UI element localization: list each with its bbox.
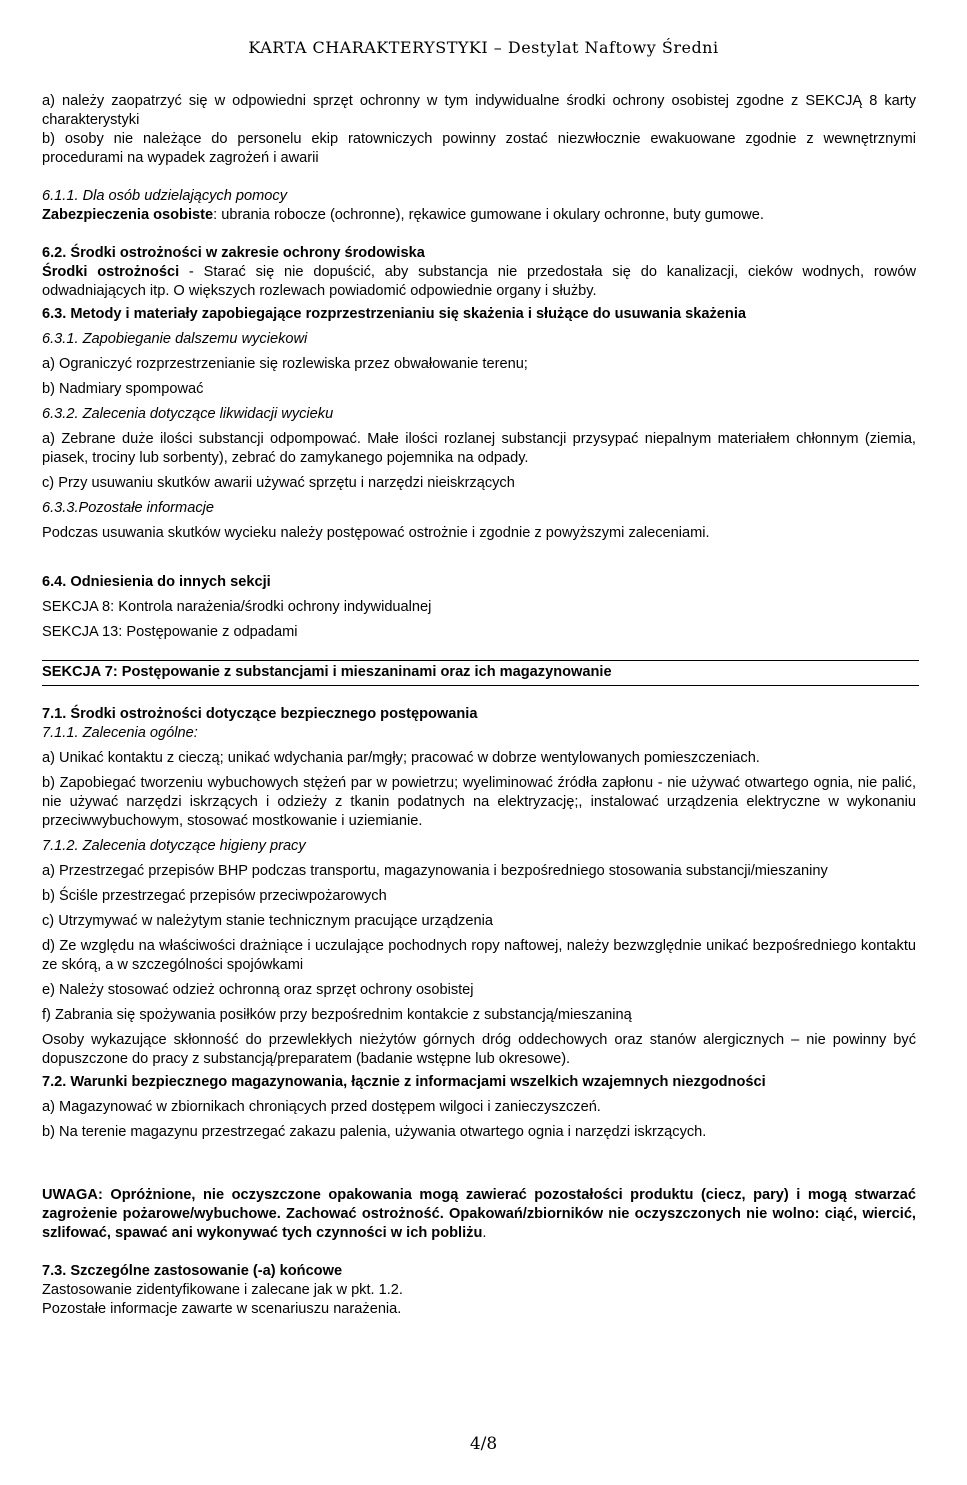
warning-label: UWAGA [42,1187,98,1203]
s7-3-line-2: Pozostałe informacje zawarte w scenariuszu narażenia. [42,1301,402,1317]
environment-precautions [42,263,916,301]
subheading-7-1-1: 7.1.1. Zalecenia ogólne: [42,725,198,741]
reference-section-8: SEKCJA 8: Kontrola narażenia/środki ochrony indywidualnej [42,599,432,615]
warning-text: : Opróżnione, nie oczyszczone opakowania mogą zawierać pozostałości produktu (ciecz, pary) i mogą stwarzać zagrożenie pożarowe/wybuchowe. Zachować ostrożność. Opakowań/zbiorników nie oczyszczonych nie wolno: ciąć, wiercić, szlifować, spawać ani wykonywać tych czynności w ich pobliżu [42,1187,916,1241]
personal-protection [42,206,916,225]
s6-3-3-text: Podczas usuwania skutków wycieku należy postępować ostrożnie i zgodnie z powyższymi zaleceniami. [42,525,710,541]
s6-3-1-item-a: a) Ograniczyć rozprzestrzenianie się rozlewiska przez obwałowanie terenu; [42,356,528,372]
personal-protection-label: Zabezpieczenia osobiste [42,207,214,223]
subheading-6-3-2: 6.3.2. Zalecenia dotyczące likwidacji wycieku [42,406,334,422]
environment-precautions-text: - Starać się nie dopuścić, aby substancja nie przedostała się do kanalizacji, cieków wodnych, rowów odwadniających itp. O większych rozlewach powiadomić odpowiednie organy i służby. [42,264,916,299]
warning-paragraph [42,1186,916,1243]
page-number: 4/8 [469,1434,498,1454]
s6-1-item-b: b) osoby nie należące do personelu ekip ratowniczych powinny zostać niezwłocznie ewakuowane zgodnie z wewnętrznymi procedurami na wypadek zagrożeń i awarii [42,131,916,166]
s7-2-item-b: b) Na terenie magazynu przestrzegać zakazu palenia, używania otwartego ognia i narzędzi iskrzących. [42,1124,707,1140]
s7-1-2-item-a: a) Przestrzegać przepisów BHP podczas transportu, magazynowania i bezpośredniego stosowania substancji/mieszaniny [42,863,828,879]
document-body [42,92,916,1319]
heading-7-2: 7.2. Warunki bezpiecznego magazynowania, łącznie z informacjami wszelkich wzajemnych niezgodności [42,1074,766,1090]
s7-1-2-item-d: d) Ze względu na właściwości drażniące i uczulające pochodnych ropy naftowej, należy bezwzględnie unikać bezpośredniego kontaktu ze skórą, a w szczególności spojówkami [42,938,916,973]
subheading-6-3-1: 6.3.1. Zapobieganie dalszemu wyciekowi [42,331,308,347]
page-header: KARTA CHARAKTERYSTYKI – Destylat Naftowy Średni [248,38,719,57]
subheading-7-1-2: 7.1.2. Zalecenia dotyczące higieny pracy [42,838,306,854]
s7-1-2-item-c: c) Utrzymywać w należytym stanie technicznym pracujące urządzenia [42,913,493,929]
s7-2-item-a: a) Magazynować w zbiornikach chroniących przed dostępem wilgoci i zanieczyszczeń. [42,1099,601,1115]
personal-protection-text: : ubrania robocze (ochronne), rękawice gumowane i okulary ochronne, buty gumowe. [213,207,764,223]
s6-1-item-a: a) należy zaopatrzyć się w odpowiedni sprzęt ochronny w tym indywidualne środki ochrony osobistej zgodne z SEKCJĄ 8 karty charakterystyki [42,93,916,128]
s6-3-2-item-a: a) Zebrane duże ilości substancji odpompować. Małe ilości rozlanej substancji przysypać niepalnym materiałem chłonnym (ziemia, piasek, trociny lub sorbenty), zebrać do zamykanego pojemnika na odpady. [42,431,916,466]
s6-3-1-item-b: b) Nadmiary spompować [42,381,204,397]
subheading-6-3-3: 6.3.3.Pozostałe informacje [42,500,214,516]
section-7-title-bar: SEKCJA 7: Postępowanie z substancjami i mieszaninami oraz ich magazynowanie [42,660,919,686]
subheading-6-1-1: 6.1.1. Dla osób udzielających pomocy [42,188,287,204]
heading-6-3: 6.3. Metody i materiały zapobiegające rozprzestrzenianiu się skażenia i służące do usuwania skażenia [42,306,747,322]
s7-1-2-note: Osoby wykazujące skłonność do przewlekłych nieżytów górnych dróg oddechowych oraz stanów alergicznych – nie powinny być dopuszczone do pracy z substancją/preparatem (badanie wstępne lub okresowe). [42,1032,916,1067]
s7-1-2-item-b: b) Ściśle przestrzegać przepisów przeciwpożarowych [42,888,387,904]
heading-6-2: 6.2. Środki ostrożności w zakresie ochrony środowiska [42,245,425,261]
warning-end: . [482,1225,487,1241]
heading-7-1: 7.1. Środki ostrożności dotyczące bezpiecznego postępowania [42,706,478,722]
heading-6-4: 6.4. Odniesienia do innych sekcji [42,574,271,590]
s7-1-1-item-a: a) Unikać kontaktu z cieczą; unikać wdychania par/mgły; pracować w dobrze wentylowanych pomieszczeniach. [42,750,760,766]
s7-3-line-1: Zastosowanie zidentyfikowane i zalecane jak w pkt. 1.2. [42,1282,403,1298]
s7-1-2-item-f: f) Zabrania się spożywania posiłków przy bezpośrednim kontakcie z substancją/mieszaniną [42,1007,632,1023]
environment-precautions-label: Środki ostrożności [42,264,180,280]
reference-section-13: SEKCJA 13: Postępowanie z odpadami [42,624,298,640]
heading-7-3: 7.3. Szczególne zastosowanie (-a) końcowe [42,1263,343,1279]
s6-3-2-item-c: c) Przy usuwaniu skutków awarii używać sprzętu i narzędzi nieiskrzących [42,475,515,491]
s7-1-2-item-e: e) Należy stosować odzież ochronną oraz sprzęt ochrony osobistej [42,982,474,998]
s7-1-1-item-b: b) Zapobiegać tworzeniu wybuchowych stężeń par w powietrzu; wyeliminować źródła zapłonu - nie używać otwartego ognia, nie palić, nie używać narzędzi iskrzących i odzieży z tkanin podatnych na elektryzację;, instalować urządzenia elektryczne w wykonaniu przeciwwybuchowym, stosować mostkowanie i uziemianie. [42,775,916,829]
